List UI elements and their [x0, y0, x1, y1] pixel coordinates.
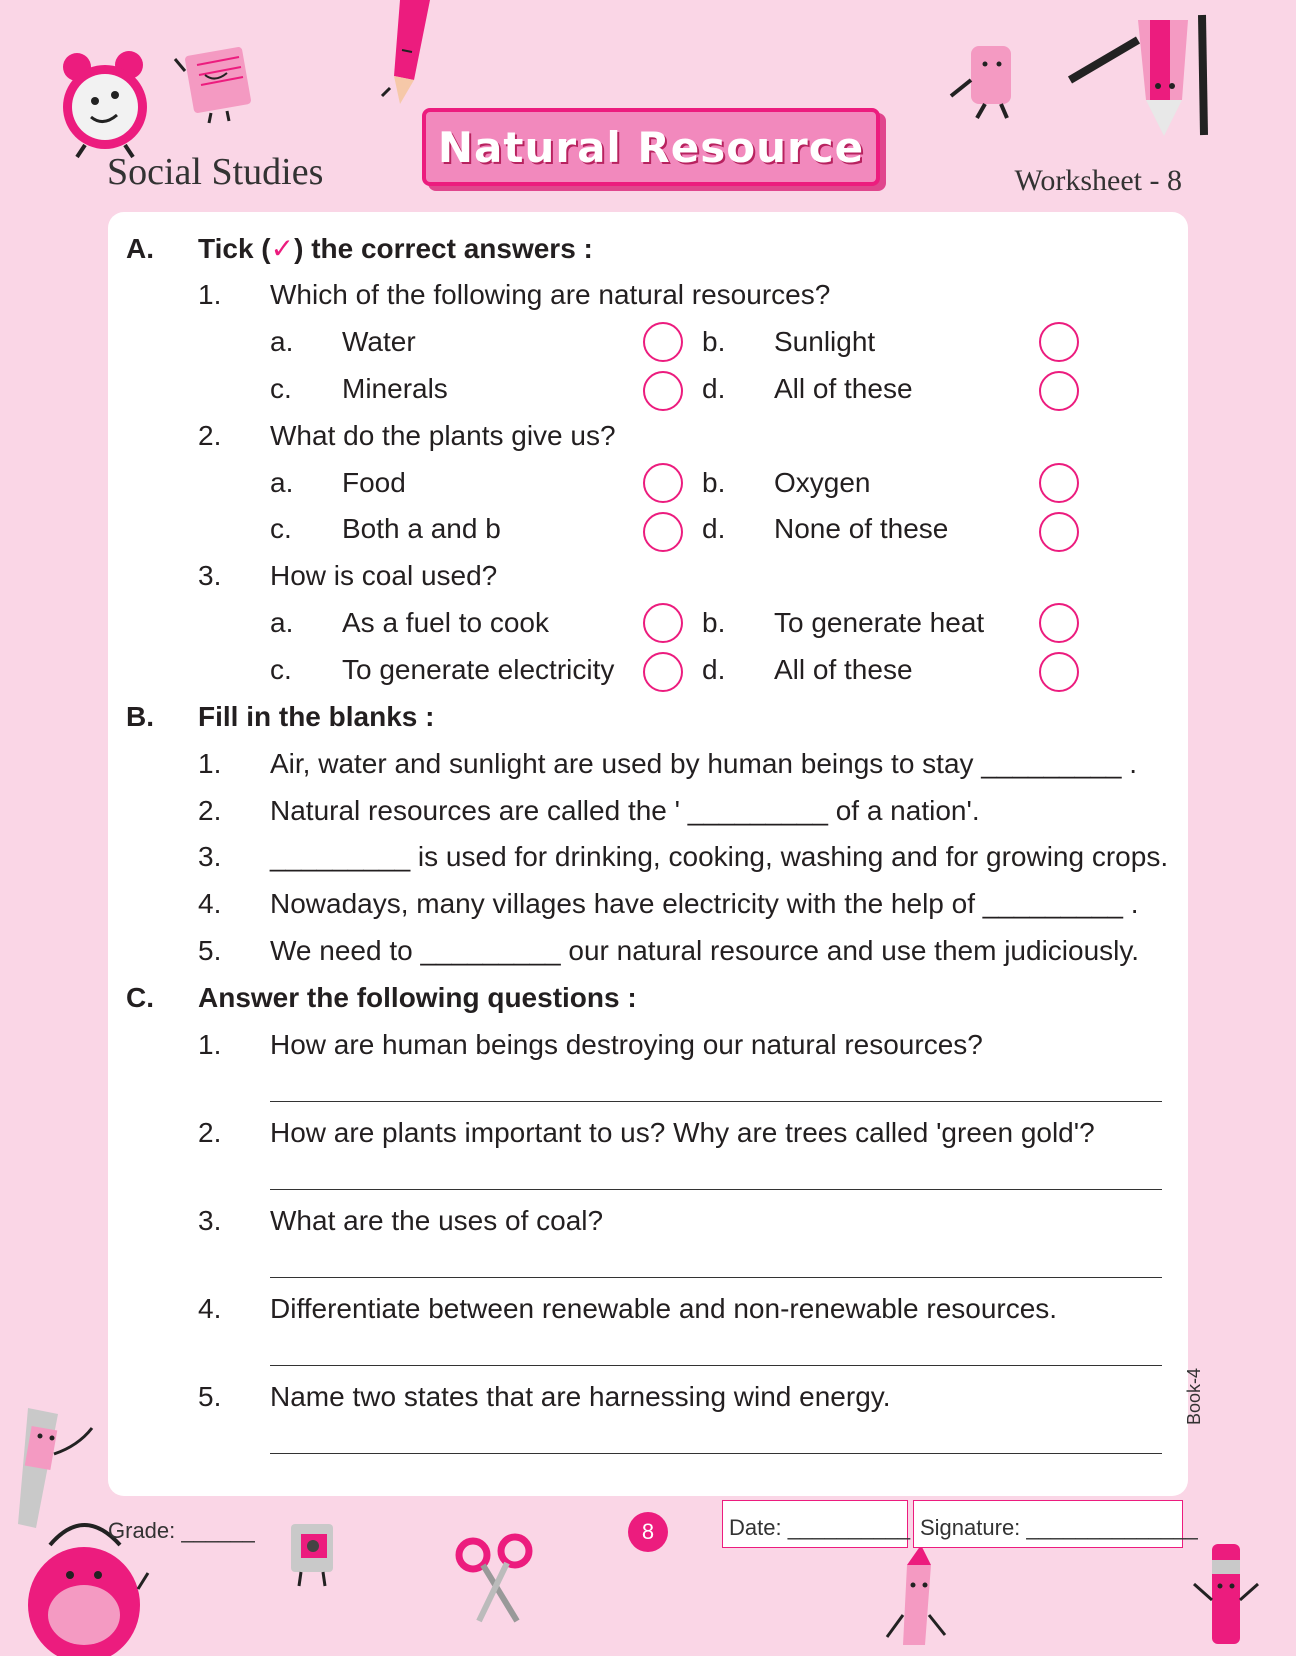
question-text: What do the plants give us? — [270, 420, 616, 451]
question-number: 3. — [198, 1205, 222, 1236]
question-number: 5. — [198, 1381, 222, 1412]
section-c-letter: C. — [126, 982, 154, 1013]
answer-circle[interactable] — [643, 371, 683, 411]
sharpener-icon — [283, 1520, 343, 1590]
question-number: 1. — [198, 279, 222, 310]
option-letter: d. — [702, 373, 726, 404]
option-text: As a fuel to cook — [342, 607, 550, 638]
question-text: Which of the following are natural resources? — [270, 279, 831, 310]
option-text: To generate electricity — [342, 654, 615, 685]
option-text: Minerals — [342, 373, 448, 404]
option-letter: b. — [702, 607, 726, 638]
section-b-letter: B. — [126, 701, 154, 732]
section-a-letter: A. — [126, 233, 154, 264]
answer-circle[interactable] — [1039, 322, 1079, 362]
crayon-character-icon — [885, 1545, 955, 1655]
question-text: How is coal used? — [270, 560, 498, 591]
option-text: Both a and b — [342, 513, 501, 544]
option-letter: c. — [270, 373, 292, 404]
option-letter: d. — [702, 513, 726, 544]
answer-line[interactable] — [270, 1101, 1162, 1102]
answer-circle[interactable] — [643, 652, 683, 692]
option-text: Sunlight — [774, 326, 876, 357]
blank-number: 5. — [198, 935, 222, 966]
pencil-icon — [380, 0, 440, 110]
worksheet-number: Worksheet - 8 — [1014, 164, 1182, 197]
blank-text: Nowadays, many villages have electricity with the help of _________ . — [270, 888, 1139, 919]
question-number: 2. — [198, 420, 222, 451]
section-c-title: Answer the following questions : — [198, 982, 637, 1013]
blank-text: Natural resources are called the ' _________ of a nation'. — [270, 795, 980, 826]
option-letter: d. — [702, 654, 726, 685]
option-letter: a. — [270, 326, 294, 357]
scissors-icon — [455, 1535, 535, 1625]
answer-circle[interactable] — [1039, 652, 1079, 692]
option-text: All of these — [774, 373, 913, 404]
question-number: 4. — [198, 1293, 222, 1324]
option-letter: b. — [702, 326, 726, 357]
option-text: Food — [342, 467, 406, 498]
subject-label: Social Studies — [107, 151, 324, 193]
answer-circle[interactable] — [643, 603, 683, 643]
question-number: 2. — [198, 1117, 222, 1148]
option-letter: a. — [270, 607, 294, 638]
answer-line[interactable] — [270, 1453, 1162, 1454]
date-field[interactable]: Date: __________ — [722, 1500, 908, 1548]
answer-circle[interactable] — [1039, 512, 1079, 552]
pencil-character-icon — [1070, 10, 1210, 140]
question-text: What are the uses of coal? — [270, 1205, 604, 1236]
blank-number: 4. — [198, 888, 222, 919]
question-number: 1. — [198, 1029, 222, 1060]
blank-text: We need to _________ our natural resource and use them judiciously. — [270, 935, 1140, 966]
answer-circle[interactable] — [1039, 371, 1079, 411]
answer-circle[interactable] — [643, 512, 683, 552]
answer-line[interactable] — [270, 1365, 1162, 1366]
answer-circle[interactable] — [643, 322, 683, 362]
option-letter: c. — [270, 654, 292, 685]
answer-circle[interactable] — [1039, 603, 1079, 643]
book-label: Book-4 — [1184, 1367, 1204, 1425]
signature-field[interactable]: Signature: ______________ — [913, 1500, 1183, 1548]
answer-circle[interactable] — [643, 463, 683, 503]
section-a-title: Tick (✓) the correct answers : — [198, 233, 593, 264]
tick-icon: ✓ — [270, 233, 295, 264]
question-text: Differentiate between renewable and non-renewable resources. — [270, 1293, 1058, 1324]
notepad-character-icon — [175, 45, 260, 125]
blank-number: 3. — [198, 841, 222, 872]
question-number: 3. — [198, 560, 222, 591]
question-text: How are human beings destroying our natural resources? — [270, 1029, 983, 1060]
blank-text: _________ is used for drinking, cooking, washing and for growing crops. — [270, 841, 1169, 872]
page-number-badge: 8 — [628, 1512, 668, 1552]
eraser-character-icon — [945, 40, 1030, 120]
option-text: Water — [342, 326, 416, 357]
worksheet-title: Natural Resource — [422, 108, 880, 186]
option-letter: b. — [702, 467, 726, 498]
question-text: How are plants important to us? Why are trees called 'green gold'? — [270, 1117, 1095, 1148]
question-text: Name two states that are harnessing wind energy. — [270, 1381, 891, 1412]
answer-line[interactable] — [270, 1189, 1162, 1190]
section-b-title: Fill in the blanks : — [198, 701, 435, 732]
answer-circle[interactable] — [1039, 463, 1079, 503]
pen-character-icon — [1192, 1540, 1262, 1656]
option-text: All of these — [774, 654, 913, 685]
blank-number: 2. — [198, 795, 222, 826]
grade-field[interactable]: Grade: ______ — [108, 1518, 255, 1543]
option-letter: c. — [270, 513, 292, 544]
option-text: None of these — [774, 513, 949, 544]
alarm-clock-icon — [55, 45, 155, 160]
blank-text: Air, water and sunlight are used by human beings to stay _________ . — [270, 748, 1138, 779]
option-text: Oxygen — [774, 467, 871, 498]
option-text: To generate heat — [774, 607, 985, 638]
blank-number: 1. — [198, 748, 222, 779]
option-letter: a. — [270, 467, 294, 498]
answer-line[interactable] — [270, 1277, 1162, 1278]
